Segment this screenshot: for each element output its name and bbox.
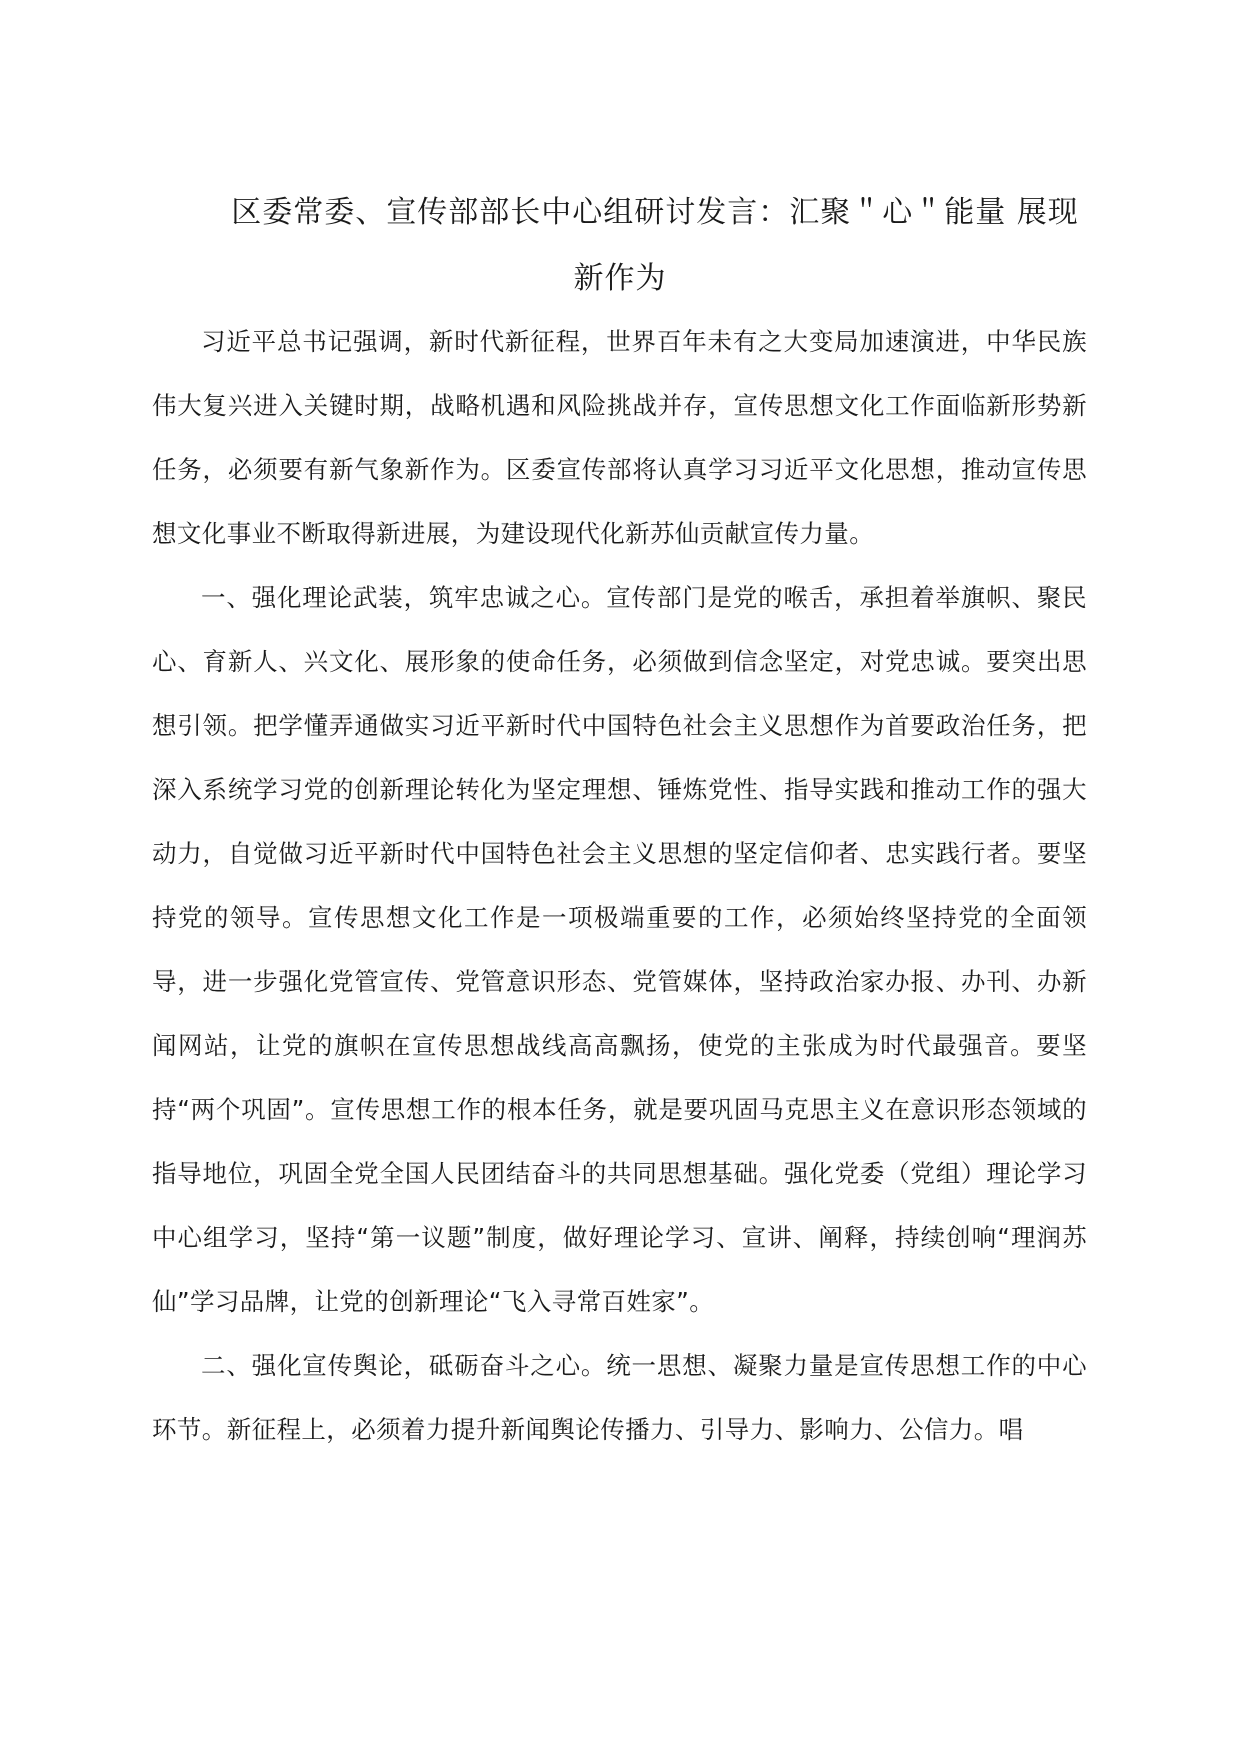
document-body [152, 310, 1087, 1462]
paragraph-intro: 习近平总书记强调，新时代新征程，世界百年未有之大变局加速演进，中华民族伟大复兴进入关键时期，战略机遇和风险挑战并存，宣传思想文化工作面临新形势新任务，必须要有新气象新作为。区委宣传部将认真学习习近平文化思想，推动宣传思想文化事业不断取得新进展，为建设现代化新苏仙贡献宣传力量。 [152, 327, 1087, 548]
paragraph-section-two: 二、强化宣传舆论，砥砺奋斗之心。统一思想、凝聚力量是宣传思想工作的中心环节。新征程上，必须着力提升新闻舆论传播力、引导力、影响力、公信力。唱 [152, 1351, 1087, 1444]
paragraph-section-one: 一、强化理论武装，筑牢忠诚之心。宣传部门是党的喉舌，承担着举旗帜、聚民心、育新人、兴文化、展形象的使命任务，必须做到信念坚定，对党忠诚。要突出思想引领。把学懂弄通做实习近平新时代中国特色社会主义思想作为首要政治任务，把深入系统学习党的创新理论转化为坚定理想、锤炼党性、指导实践和推动工作的强大动力，自觉做习近平新时代中国特色社会主义思想的坚定信仰者、忠实践行者。要坚持党的领导。宣传思想文化工作是一项极端重要的工作，必须始终坚持党的全面领导，进一步强化党管宣传、党管意识形态、党管媒体，坚持政治家办报、办刊、办新闻网站，让党的旗帜在宣传思想战线高高飘扬，使党的主张成为时代最强音。要坚持“两个巩固”。宣传思想工作的根本任务，就是要巩固马克思主义在意识形态领域的指导地位，巩固全党全国人民团结奋斗的共同思想基础。强化党委（党组）理论学习中心组学习，坚持“第一议题”制度，做好理论学习、宣讲、阐释，持续创响“理润苏仙”学习品牌，让党的创新理论“飞入寻常百姓家”。 [152, 583, 1087, 1316]
document-title: 区委常委、宣传部部长中心组研讨发言：汇聚＂心＂能量 展现新作为 [231, 195, 1079, 296]
